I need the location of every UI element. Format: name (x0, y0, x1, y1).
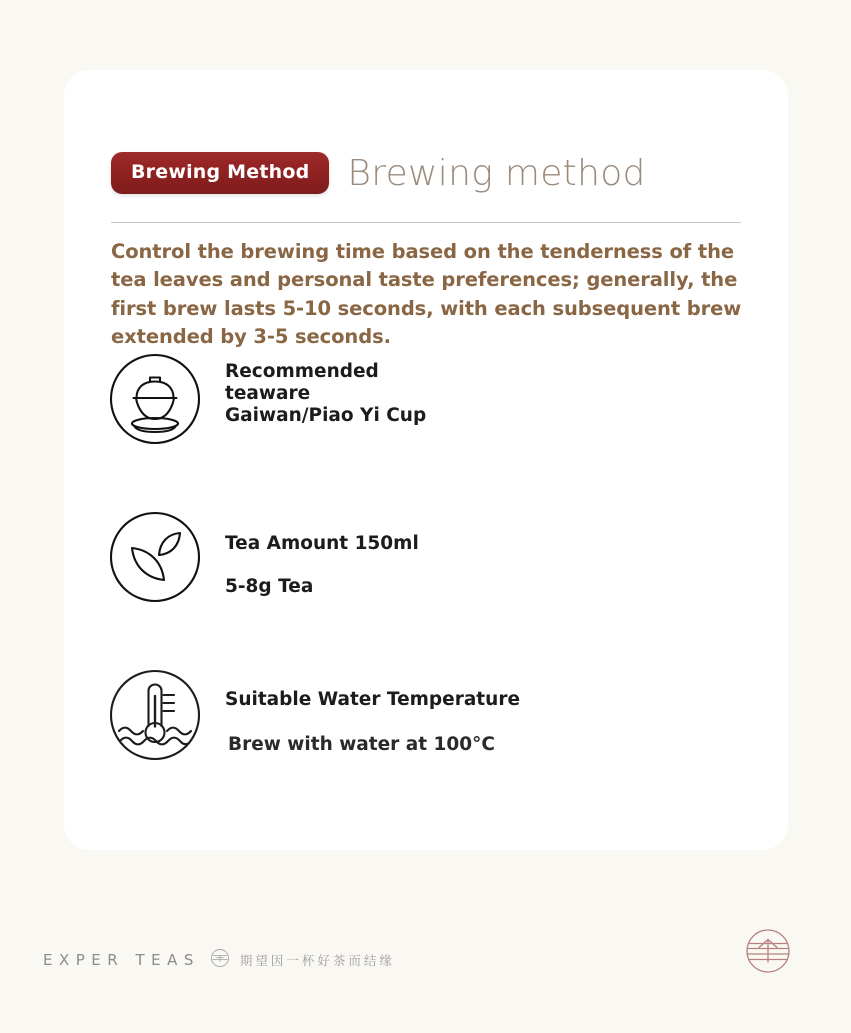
card-header (111, 152, 646, 194)
info-row-water-temperature (109, 669, 520, 761)
info-row-teaware (109, 353, 426, 445)
footer-brand-name: EXPER TEAS (43, 951, 200, 969)
water-temperature-line-1: Suitable Water Temperature (225, 689, 520, 710)
brand-circle-logo-icon (745, 928, 791, 978)
tea-leaves-icon (109, 511, 201, 603)
gaiwan-icon (109, 353, 201, 445)
circle-emblem-icon (210, 948, 230, 972)
brewing-method-badge: Brewing Method (111, 152, 329, 194)
water-temperature-line-2: Brew with water at 100°C (228, 733, 495, 755)
thermometer-water-icon (109, 669, 201, 761)
header-divider (111, 222, 741, 223)
info-row-tea-amount (109, 511, 419, 603)
brewing-description: Control the brewing time based on the tenderness of the tea leaves and personal taste preferences; generally, the first brew lasts 5-10 seconds, with each subsequent brew extended by 3-5 seconds. (111, 240, 742, 348)
footer-tagline-cn: 期望因一杯好茶而结缘 (239, 953, 395, 968)
tea-amount-line-2: 5-8g Tea (225, 575, 314, 597)
teaware-line-2: teaware (225, 382, 311, 404)
tea-amount-line-1: Tea Amount 150ml (225, 533, 419, 554)
water-temperature-text (225, 669, 520, 756)
page-title: Brewing method (347, 152, 646, 194)
teaware-line-3: Gaiwan/Piao Yi Cup (225, 404, 427, 426)
teaware-text (225, 353, 426, 426)
footer (43, 948, 395, 972)
brewing-method-card (64, 70, 788, 850)
tea-amount-text (225, 511, 419, 598)
teaware-line-1: Recommended (225, 361, 379, 382)
